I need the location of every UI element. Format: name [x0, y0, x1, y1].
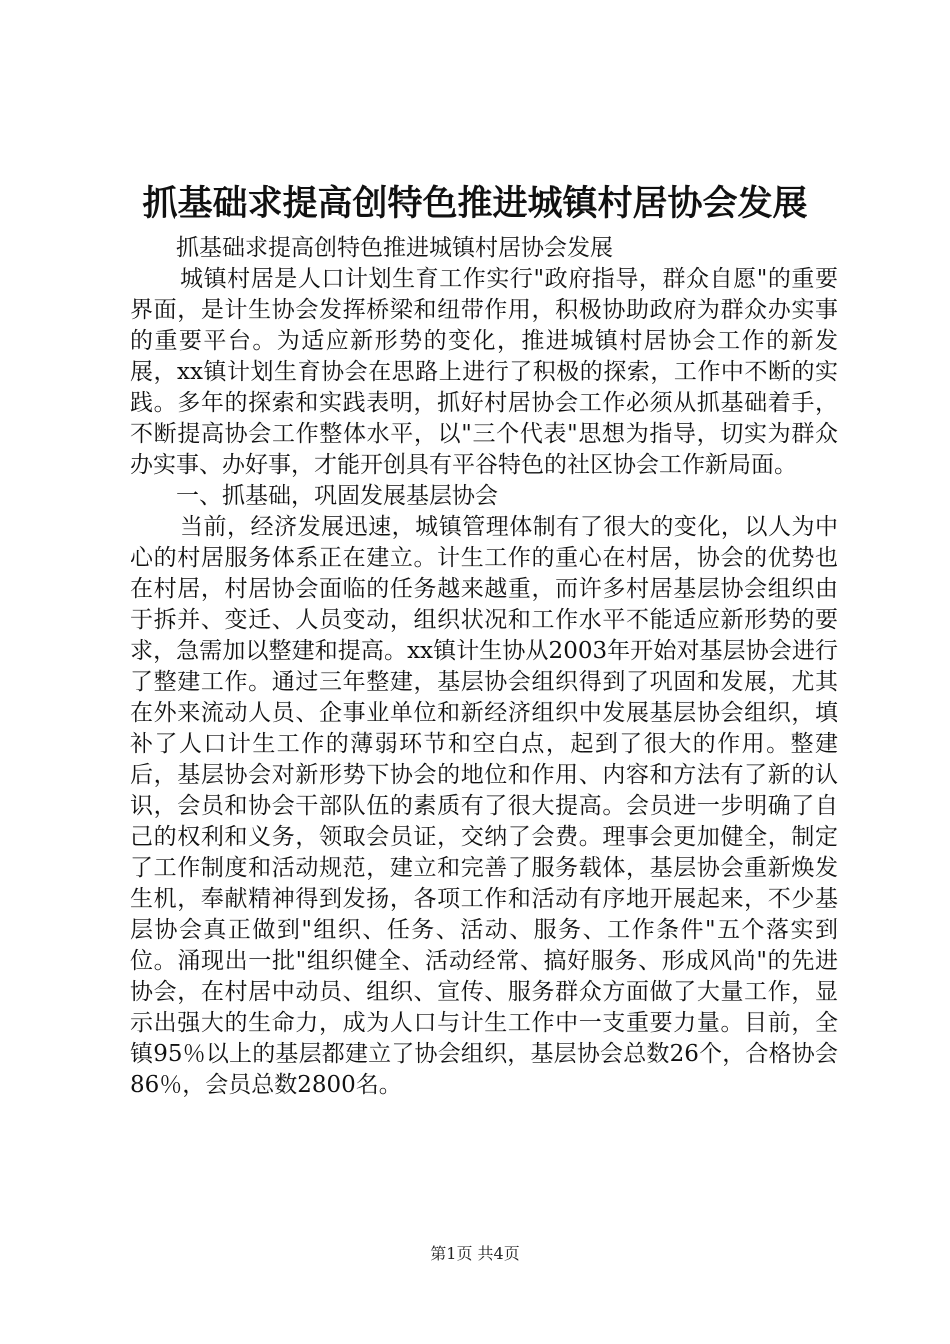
section-heading: 一、抓基础，巩固发展基层协会 [176, 483, 498, 509]
document-title: 抓基础求提高创特色推进城镇村居协会发展 [142, 183, 808, 224]
document-subtitle: 抓基础求提高创特色推进城镇村居协会发展 [176, 235, 613, 261]
section-paragraph: 当前，经济发展迅速，城镇管理体制有了很大的变化，以人为中心的村居服务体系正在建立。计生工作的重心在村居，协会的优势也在村居，村居协会面临的任务越来越重，而许多村居基层协会组织由于拆并、变迁、人员变动，组织状况和工作水平不能适应新形势的要求，急需加以整建和提高。xx镇计生协从2003年开始对基层协会进行了整建工作。通过三年整建，基层协会组织得到了巩固和发展，尤其在外来流动人员、企事业单位和新经济组织中发展基层协会组织，填补了人口计生工作的薄弱环节和空白点，起到了很大的作用。整建后，基层协会对新形势下协会的地位和作用、内容和方法有了新的认识，会员和协会干部队伍的素质有了很大提高。会员进一步明确了自己的权利和义务，领取会员证，交纳了会费。理事会更加健全，制定了工作制度和活动规范，建立和完善了服务载体，基层协会重新焕发生机，奉献精神得到发扬，各项工作和活动有序地开展起来，不少基层协会真正做到"组织、任务、活动、服务、工作条件"五个落实到位。涌现出一批"组织健全、活动经常、搞好服务、形成风尚"的先进协会，在村居中动员、组织、宣传、服务群众方面做了大量工作，显示出强大的生命力，成为人口与计生工作中一支重要力量。目前，全镇95％以上的基层都建立了协会组织，基层协会总数26个，合格协会86％，会员总数2800名。 [130, 514, 838, 1098]
document-body [130, 233, 838, 1101]
intro-paragraph: 城镇村居是人口计划生育工作实行"政府指导，群众自愿"的重要界面，是计生协会发挥桥梁和纽带作用，积极协助政府为群众办实事的重要平台。为适应新形势的变化，推进城镇村居协会工作的新发展，xx镇计划生育协会在思路上进行了积极的探索，工作中不断的实践。多年的探索和实践表明，抓好村居协会工作必须从抓基础着手，不断提高协会工作整体水平，以"三个代表"思想为指导，切实为群众办实事、办好事，才能开创具有平谷特色的社区协会工作新局面。 [130, 266, 838, 478]
page-footer: 第1页 共4页 [430, 1244, 520, 1263]
